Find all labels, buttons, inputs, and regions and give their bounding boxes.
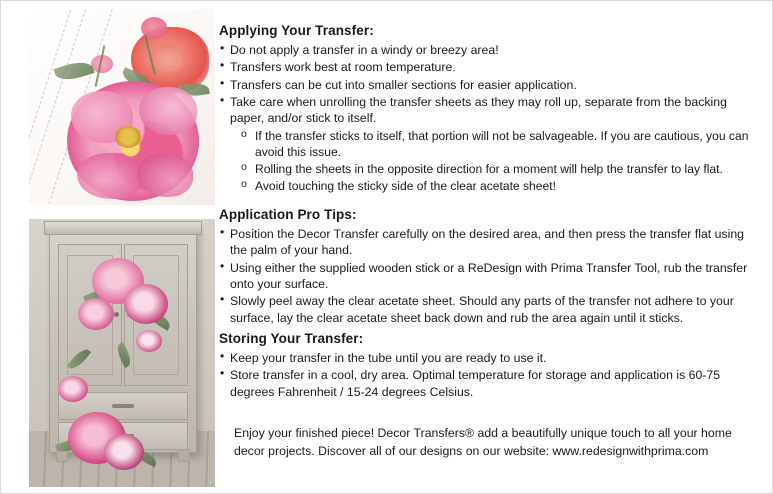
section-title: Application Pro Tips: xyxy=(219,207,357,222)
image-column xyxy=(1,1,215,494)
petal xyxy=(139,87,197,135)
applied-transfer-flower xyxy=(136,330,162,352)
section-applying-your-transfer xyxy=(219,23,756,194)
section-storing-your-transfer xyxy=(219,331,756,401)
bullet-item: • Keep your transfer in the tube until you are ready to use it. xyxy=(219,350,756,366)
bullet-item: • Position the Decor Transfer carefully on the desired area, and then press the transfer flat using the palm of your hand. xyxy=(219,226,756,259)
flower-center xyxy=(115,126,141,148)
bullet-item: • Transfers can be cut into smaller sections for easier application. xyxy=(219,77,756,93)
bullet-item: • Using either the supplied wooden stick or a ReDesign with Prima Transfer Tool, rub the transfer onto your surface. xyxy=(219,260,756,293)
applied-transfer-flower xyxy=(78,298,114,330)
drawer-pull xyxy=(112,404,134,408)
cabinet xyxy=(49,225,197,453)
sub-bullet-item: o Rolling the sheets in the opposite direction for a moment will help the transfer to lay flat. xyxy=(241,161,756,177)
bullet-list xyxy=(219,42,756,127)
bullet-item: • Take care when unrolling the transfer sheets as they may roll up, separate from the backing paper, and/or stick to itself. xyxy=(219,94,756,127)
pink-peony-flower xyxy=(67,81,199,201)
bullet-item: • Store transfer in a cool, dry area. Optimal temperature for storage and application is 60-75 degrees Fahrenheit / 15-24 degrees Celsius. xyxy=(219,367,756,400)
poppy-center xyxy=(153,48,183,72)
bullet-item: • Do not apply a transfer in a windy or breezy area! xyxy=(219,42,756,58)
applied-transfer-flower xyxy=(58,376,88,402)
section-title: Applying Your Transfer: xyxy=(219,23,374,38)
petal xyxy=(137,153,193,197)
floral-transfer-sheet-photo xyxy=(29,9,215,205)
sub-bullet-list xyxy=(219,128,756,194)
sub-bullet-item: o If the transfer sticks to itself, that portion will not be salvageable. If you are cautious, you can avoid this issue. xyxy=(241,128,756,160)
applied-transfer-flower xyxy=(104,434,144,470)
cabinet-leg xyxy=(178,449,190,462)
bullet-list xyxy=(219,226,756,326)
instructions-column xyxy=(219,1,764,494)
bullet-item: • Slowly peel away the clear acetate sheet. Should any parts of the transfer not adhere to your surface, lay the clear acetate sheet back down and rub the area again until it sticks. xyxy=(219,293,756,326)
cabinet-cornice xyxy=(44,221,202,235)
painted-cabinet-with-floral-transfer-photo xyxy=(29,219,215,487)
closing-paragraph: Enjoy your finished piece! Decor Transfers® add a beautifully unique touch to all your home decor projects. Discover all of our designs on our website: www.redesignwithprima.com xyxy=(234,426,732,458)
section-title: Storing Your Transfer: xyxy=(219,331,364,346)
applied-transfer-flower xyxy=(124,284,168,324)
bullet-list xyxy=(219,350,756,400)
door-knob xyxy=(114,312,119,317)
section-application-pro-tips xyxy=(219,207,756,327)
petal xyxy=(77,153,143,199)
bullet-item: • Transfers work best at room temperature. xyxy=(219,59,756,75)
sub-bullet-item: o Avoid touching the sticky side of the clear acetate sheet! xyxy=(241,178,756,194)
